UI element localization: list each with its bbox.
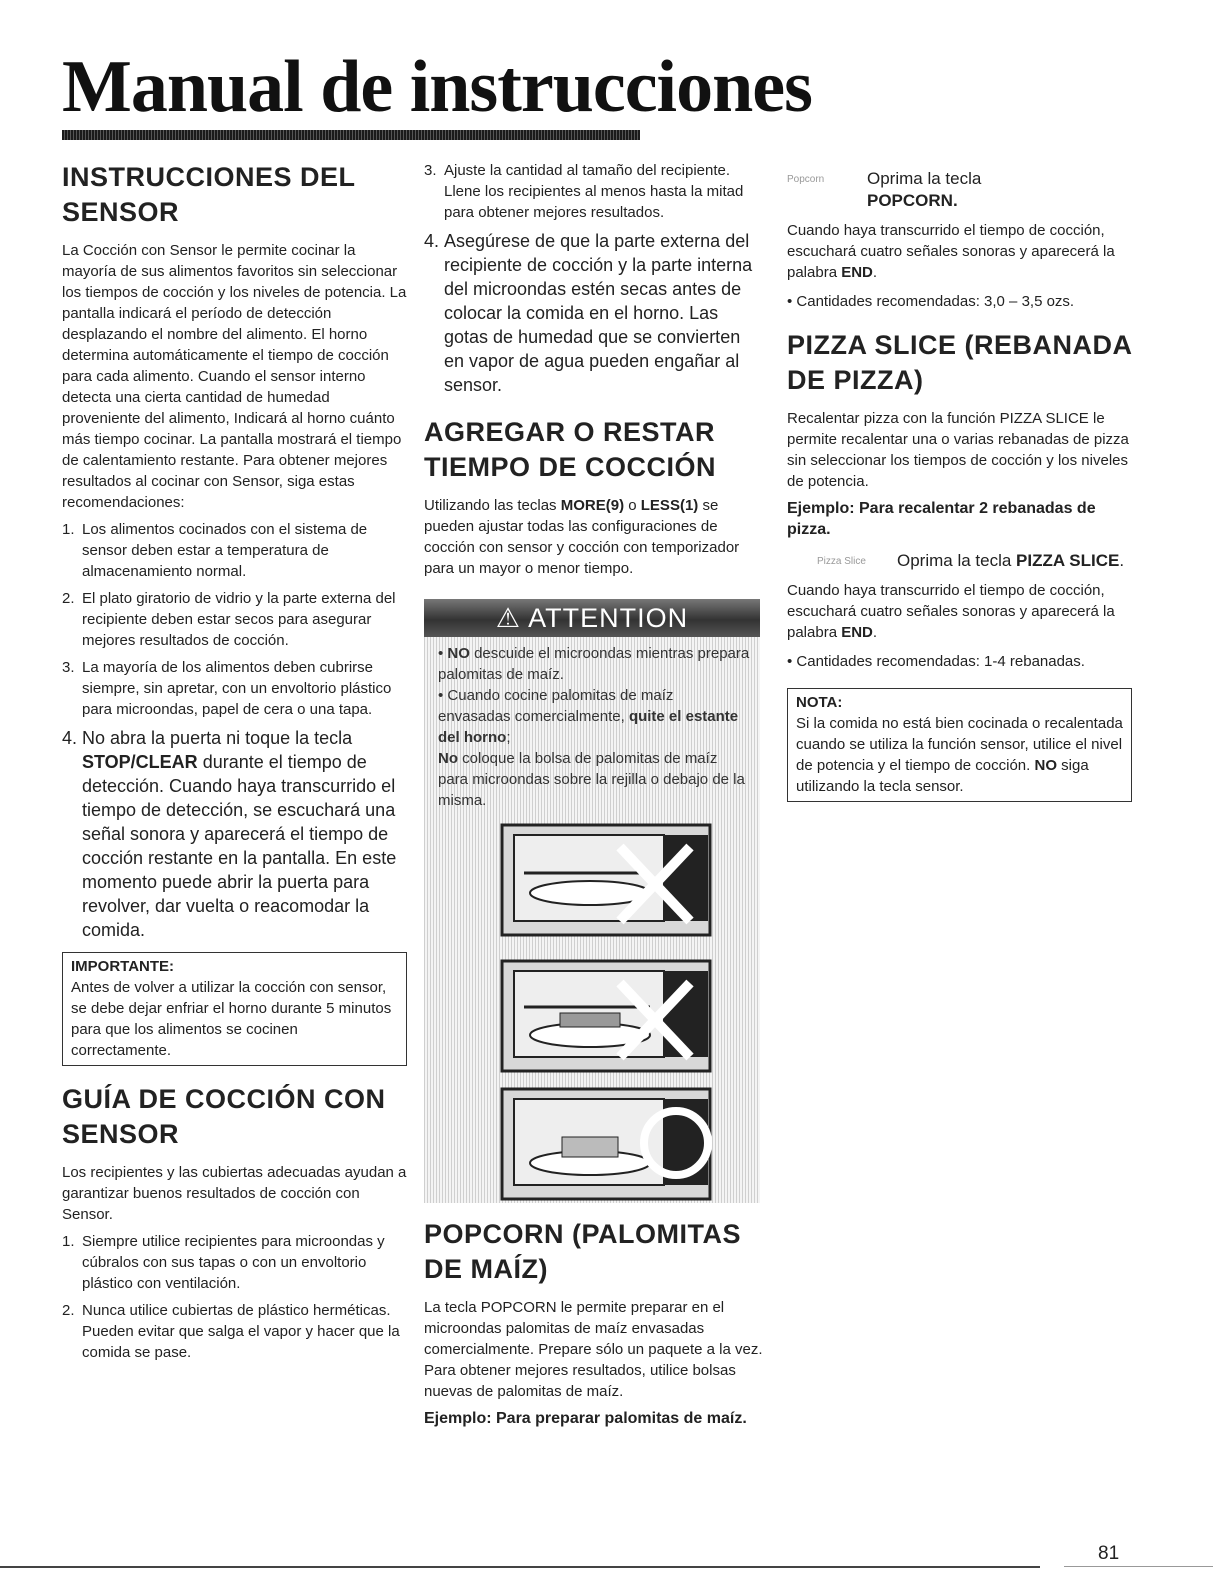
list-item: 1. Los alimentos cocinados con el sistema de sensor deben estar a temperatura de almacenamiento normal. xyxy=(62,521,368,580)
heading-sensor-instructions: INSTRUCCIONES DEL SENSOR xyxy=(62,162,356,227)
page-title: Manual de instrucciones xyxy=(62,46,812,128)
heading-popcorn: POPCORN (PALOMITAS DE MAÍZ) xyxy=(424,1219,741,1284)
attention-item: • NO descuide el microondas mientras prepara palomitas de maíz. xyxy=(438,645,750,683)
list-item: 3. Ajuste la cantidad al tamaño del recipiente. Llene los recipientes al menos hasta la mitad para obtener mejores resultados. xyxy=(424,162,744,221)
popcorn-key-row xyxy=(787,168,1132,212)
popcorn-key-instruction: Oprima la tecla POPCORN. xyxy=(867,169,982,210)
page-number: 81 xyxy=(1098,1543,1120,1564)
oven-illustration-3 xyxy=(500,1087,712,1201)
addtime-text: Utilizando las teclas MORE(9) o LESS(1) se pueden ajustar todas las configuraciones de cocción con sensor y cocción con temporizador para un mayor o menor tiempo. xyxy=(424,497,740,577)
note-box xyxy=(787,688,1132,802)
oven-illustration-2 xyxy=(500,959,712,1073)
pizza-quantity: • Cantidades recomendadas: 1-4 rebanadas. xyxy=(787,653,1085,670)
list-item: 2. El plato giratorio de vidrio y la parte externa del recipiente deben estar secos para asegurar mejores resultados de cocción. xyxy=(62,590,396,649)
list-item: 3. La mayoría de los alimentos deben cubrirse siempre, sin apretar, con un envoltorio plástico para microondas, papel de cera o una tapa. xyxy=(62,659,392,718)
heading-pizza: PIZZA SLICE (REBANADA DE PIZZA) xyxy=(787,330,1132,395)
bottom-rule-right xyxy=(1064,1566,1213,1567)
popcorn-example: Ejemplo: Para preparar palomitas de maíz. xyxy=(424,1410,747,1427)
heading-sensor-guide: GUÍA DE COCCIÓN CON SENSOR xyxy=(62,1084,386,1149)
oven-illustration-1 xyxy=(500,823,712,937)
title-rule xyxy=(62,130,640,140)
attention-item: • Cuando cocine palomitas de maíz envasadas comercialmente, quite el estante del horno; No coloque la bolsa de palomitas de maíz para microondas sobre la rejilla o debajo de la misma. xyxy=(438,687,745,809)
column-left xyxy=(62,160,407,1371)
popcorn-key-icon: Popcorn xyxy=(787,174,825,185)
list-item: 4. No abra la puerta ni toque la tecla STOP/CLEAR durante el tiempo de detección. Cuando haya transcurrido el tiempo de detección, se escuchará una señal sonora y aparecerá el tiempo de cocción restante en la pantalla. En este momento puede abrir la puerta para revolver, dar vuelta o reacomodar la comida. xyxy=(62,728,397,940)
popcorn-after: Cuando haya transcurrido el tiempo de cocción, escuchará cuatro señales sonoras y aparecerá la palabra END. xyxy=(787,222,1115,281)
list-item: 2. Nunca utilice cubiertas de plástico herméticas. Pueden evitar que salga el vapor y hacer que la comida se pase. xyxy=(62,1302,400,1361)
heading-add-time: AGREGAR O RESTAR TIEMPO DE COCCIÓN xyxy=(424,417,717,482)
pizza-example: Ejemplo: Para recalentar 2 rebanadas de pizza. xyxy=(787,500,1096,538)
column-right xyxy=(787,160,1132,818)
popcorn-text: La tecla POPCORN le permite preparar en el microondas palomitas de maíz envasadas comercialmente. Prepare sólo un paquete a la vez. Para obtener mejores resultados, utilice bolsas nuevas de palomitas de maíz. xyxy=(424,1299,763,1400)
guide-list xyxy=(62,1231,407,1363)
column-middle xyxy=(424,160,764,1439)
important-label: IMPORTANTE: xyxy=(71,958,175,975)
note-text: Si la comida no está bien cocinada o recalentada cuando se utiliza la función sensor, utilice el nivel de potencia y el tiempo de cocción. NO siga utilizando la tecla sensor. xyxy=(796,715,1123,795)
pizza-key-row xyxy=(787,550,1132,572)
pizza-key-icon: Pizza Slice xyxy=(817,556,866,567)
sensor-intro: La Cocción con Sensor le permite cocinar la mayoría de sus alimentos favoritos sin seleccionar los tiempos de cocción y los niveles de potencia. La pantalla indicará el período de detección desplazando el nombre del alimento. El horno determina automáticamente el tiempo de cocción para cada alimento. Cuando el sensor interno detecta una cierta cantidad de humedad proveniente del alimento, Indicará al horno cuánto más tiempo cocinar. La pantalla mostrará el tiempo de calentamiento restante. Para obtener mejores resultados al cocinar con Sensor, siga estas recomendaciones: xyxy=(62,242,407,511)
sensor-list xyxy=(62,519,407,942)
bottom-rule xyxy=(0,1566,1040,1568)
pizza-text: Recalentar pizza con la función PIZZA SLICE le permite recalentar una o varias rebanadas de pizza sin seleccionar los tiempos de cocción y los niveles de potencia. xyxy=(787,410,1129,490)
important-box xyxy=(62,952,407,1066)
list-item: 1. Siempre utilice recipientes para microondas y cúbralos con sus tapas o con un envoltorio plástico con ventilación. xyxy=(62,1233,385,1292)
attention-panel xyxy=(424,599,760,1203)
list-item: 4. Asegúrese de que la parte externa del recipiente de cocción y la parte interna del microondas estén secas antes de colocar la comida en el horno. Las gotas de humedad que se convierten en vapor de agua pueden engañar al sensor. xyxy=(424,231,753,395)
note-label: NOTA: xyxy=(796,694,843,711)
pizza-after: Cuando haya transcurrido el tiempo de cocción, escuchará cuatro señales sonoras y aparecerá la palabra END. xyxy=(787,582,1115,641)
attention-list xyxy=(424,643,760,811)
important-text: Antes de volver a utilizar la cocción con sensor, se debe dejar enfriar el horno durante 5 minutos para que los alimentos se cocinen correctamente. xyxy=(71,979,392,1059)
attention-header: ⚠ ATTENTION xyxy=(424,599,760,637)
pizza-key-instruction: Oprima la tecla PIZZA SLICE. xyxy=(897,551,1125,570)
sensor-list-continued xyxy=(424,160,764,397)
popcorn-quantity: • Cantidades recomendadas: 3,0 – 3,5 ozs. xyxy=(787,293,1075,310)
guide-intro: Los recipientes y las cubiertas adecuadas ayudan a garantizar buenos resultados de cocción con Sensor. xyxy=(62,1164,407,1223)
